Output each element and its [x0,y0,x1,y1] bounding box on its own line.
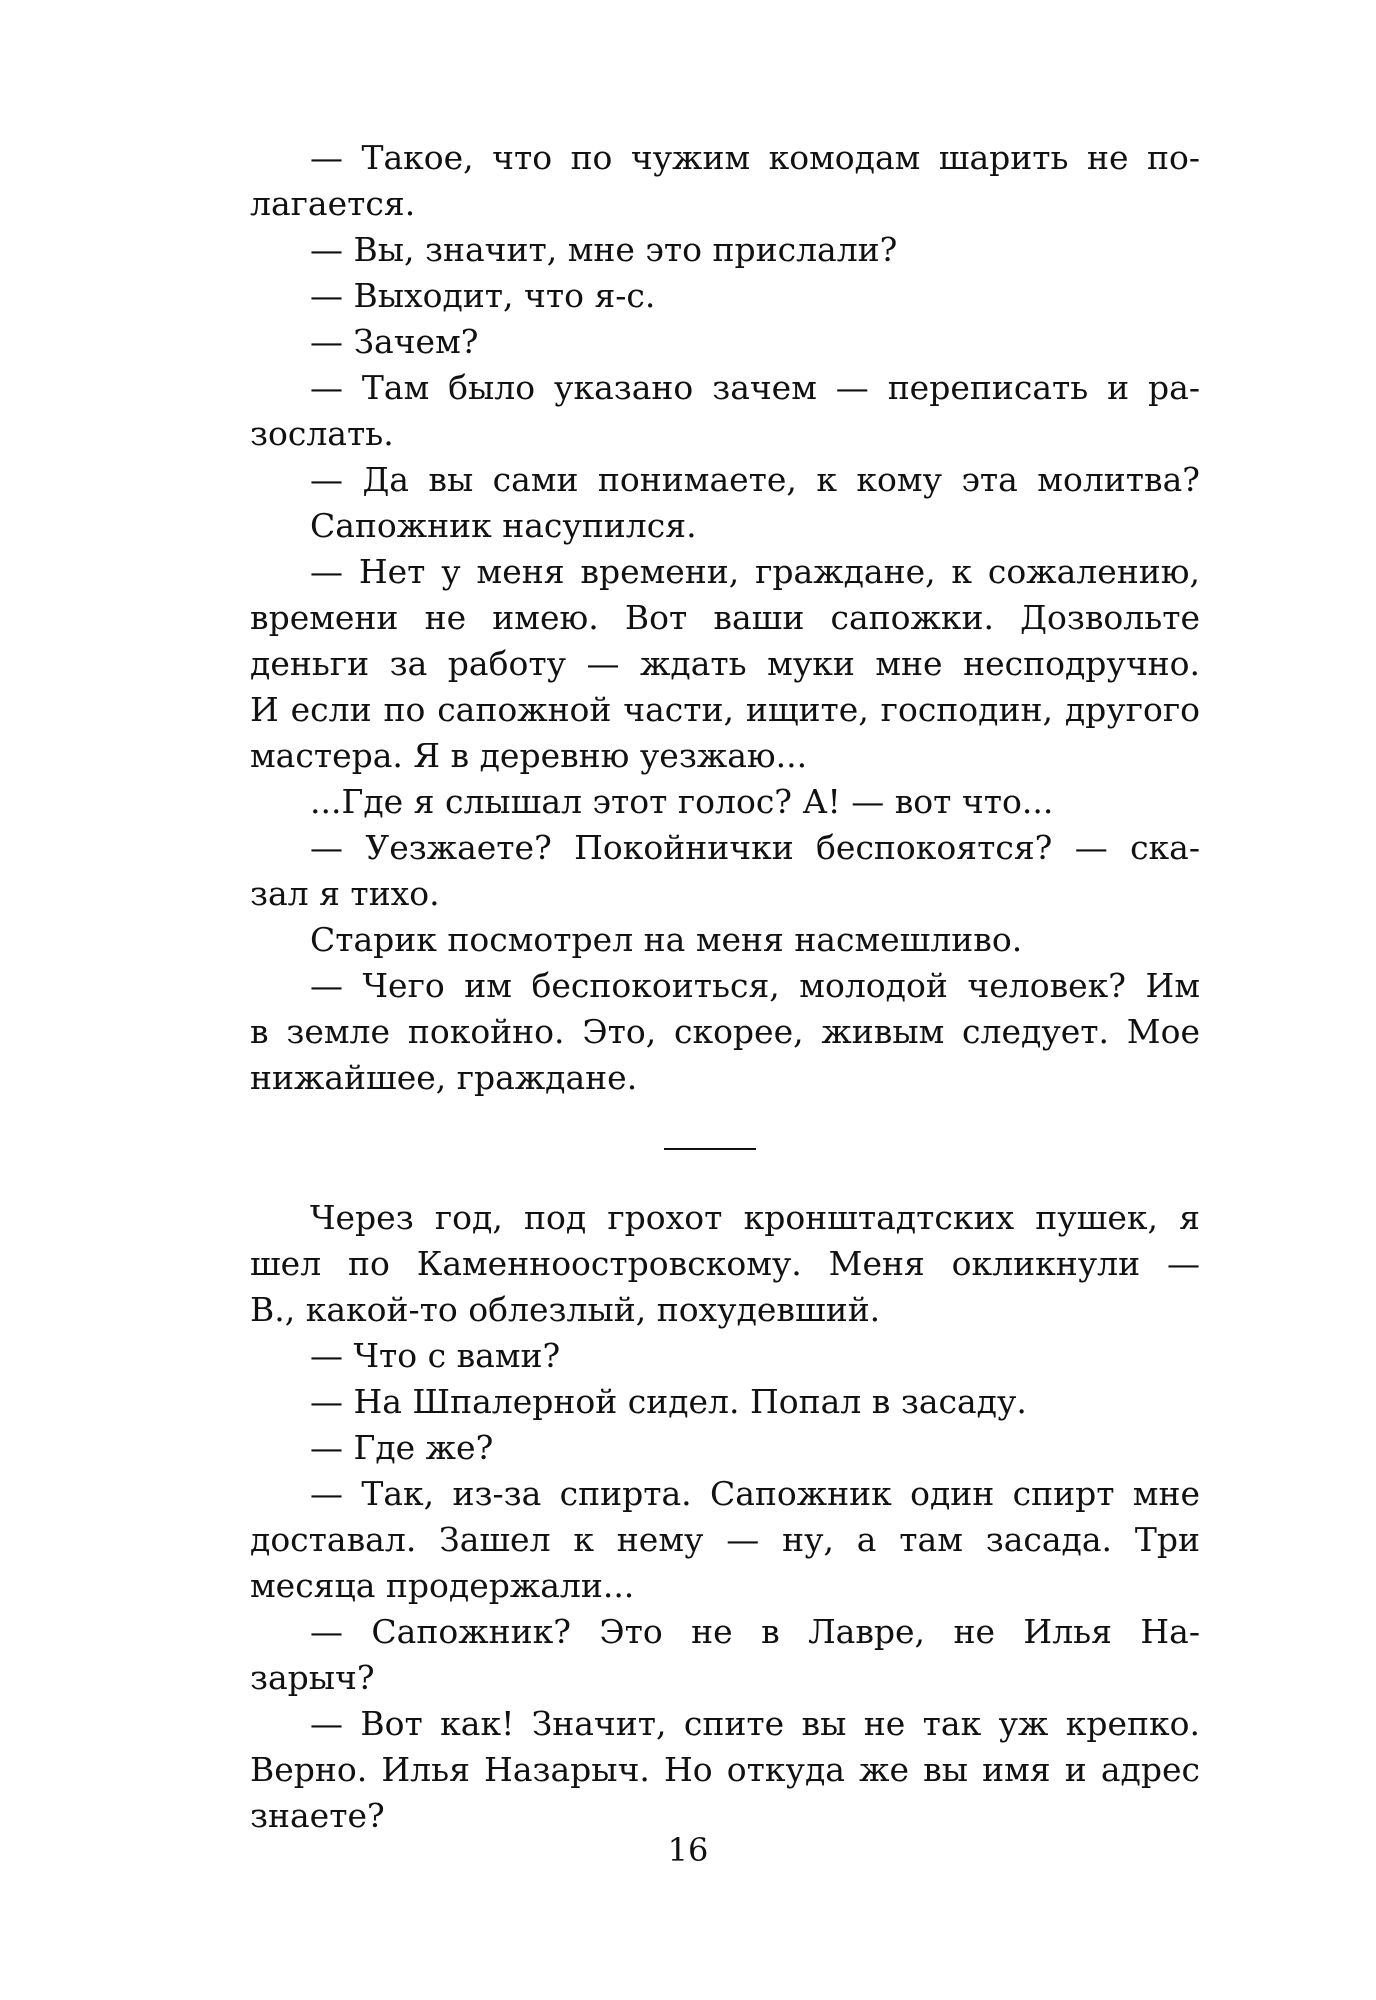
text-line: Сапожник насупился. [310,506,697,545]
text-line: — Уезжаете? Покойнички беспокоятся? — ска- [310,828,1200,867]
text-line: нижайшее, граждане. [250,1058,638,1097]
text-line: — Там было указано зачем — переписать и ра- [310,368,1200,407]
text-line: — Да вы сами понимаете, к кому эта молитва? [310,460,1200,499]
text-line: Старик посмотрел на меня насмешливо. [310,920,1023,959]
text-line: — Вы, значит, мне это прислали? [310,230,898,269]
text-line: Через год, под грохот кронштадтских пушек, я [310,1198,1200,1237]
text-line: — Вот как! Значит, спите вы не так уж крепко. [310,1704,1200,1743]
text-section-1 [250,135,1200,1101]
text-section-2 [250,1195,1200,1839]
text-line: — Выходит, что я-с. [310,276,656,315]
text-line: зослать. [250,414,394,453]
text-line: — Зачем? [310,322,479,361]
text-line: — Так, из-за спирта. Сапожник один спирт мне [310,1474,1200,1513]
text-line: лагается. [250,184,416,223]
text-line: времени не имею. Вот ваши сапожки. Дозвольте [250,598,1200,637]
text-line: — На Шпалерной сидел. Попал в засаду. [310,1382,1027,1421]
text-line: В., какой-то облезлый, похудевший. [250,1290,881,1329]
text-line: — Где же? [310,1428,494,1467]
text-line: — Сапожник? Это не в Лавре, не Илья На- [310,1612,1200,1651]
section-separator [664,1148,756,1150]
text-line: доставал. Зашел к нему — ну, а там засада. Три [250,1520,1200,1559]
text-line: зарыч? [250,1658,375,1697]
text-line: знаете? [250,1796,385,1835]
text-line: деньги за работу — ждать муки мне несподручно. [250,644,1200,683]
text-line: мастера. Я в деревню уезжаю... [250,736,808,775]
page-number: 16 [667,1831,709,1869]
text-line: зал я тихо. [250,874,440,913]
text-line: в земле покойно. Это, скорее, живым следует. Мое [250,1012,1200,1051]
text-line: шел по Каменноостровскому. Меня окликнули — [250,1244,1200,1283]
text-line: ...Где я слышал этот голос? А! — вот что... [310,782,1054,821]
text-line: И если по сапожной части, ищите, господин, другого [250,690,1200,729]
text-line: — Что с вами? [310,1336,561,1375]
text-line: месяца продержали... [250,1566,635,1605]
text-line: — Чего им беспокоиться, молодой человек? Им [310,966,1200,1005]
text-line: — Нет у меня времени, граждане, к сожалению, [310,552,1200,591]
text-line: — Такое, что по чужим комодам шарить не по- [310,138,1200,177]
text-line: Верно. Илья Назарыч. Но откуда же вы имя и адрес [250,1750,1200,1789]
